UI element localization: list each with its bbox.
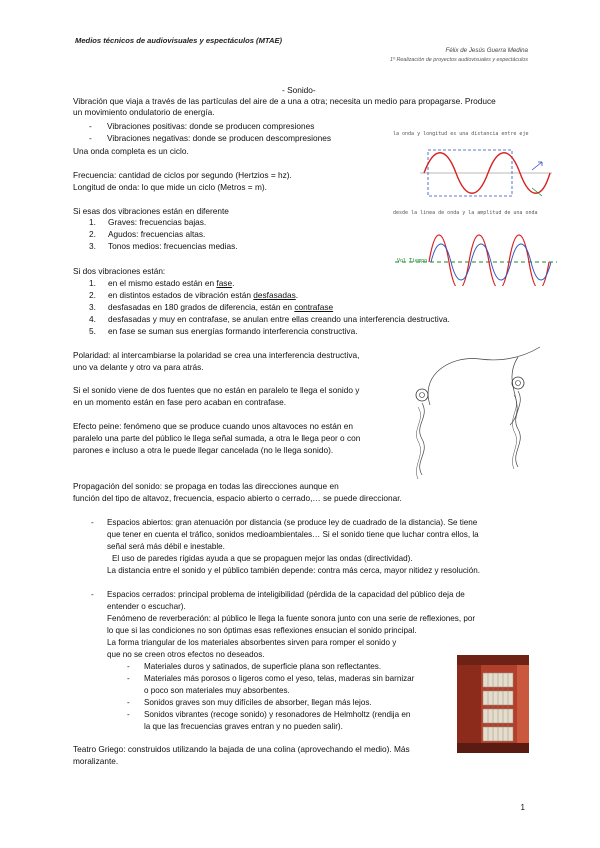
open-spaces-text: La distancia entre el sonido y el público también depende: contra más cerca, mayor nitidez y resolución. xyxy=(107,566,480,575)
open-spaces-text: señal será más débil e inestable. xyxy=(107,542,225,551)
list-number: 1. xyxy=(89,217,96,227)
material-item: o poco son materiales muy absorbentes. xyxy=(144,686,290,695)
acoustic-panel-photo xyxy=(457,655,529,753)
propagation-text: Propagación del sonido: se propaga en todas las direcciones aunque en xyxy=(73,481,339,491)
wavelength-text: Longitud de onda: lo que mide un ciclo (Metros = m). xyxy=(73,182,267,192)
section-intro: Si esas dos vibraciones están en diferente xyxy=(73,206,229,216)
speaker-icon xyxy=(512,377,524,389)
term-fase: fase xyxy=(216,278,233,288)
list-item: desfasadas y muy en contrafase, se anulan entre ellas creando una interferencia destructiva. xyxy=(108,314,450,324)
closed-spaces-text: lo que si las condiciones no son óptimas esas reflexiones ensucian el sonido principal. xyxy=(107,626,417,635)
list-item: Graves: frecuencias bajas. xyxy=(108,217,207,227)
list-number: 2. xyxy=(89,290,96,300)
term-contrafase: contrafase xyxy=(294,302,334,312)
list-number: 2. xyxy=(89,229,96,239)
list-number: 1. xyxy=(89,278,96,288)
comb-text: Efecto peine: fenómeno que se produce cuando unos altavoces no están en xyxy=(73,421,353,431)
speaker-icon xyxy=(416,389,428,401)
list-item: en el mismo estado están en fase. xyxy=(108,278,235,288)
closed-spaces-text: que no se creen otros efectos no deseados. xyxy=(107,650,265,659)
list-number: 5. xyxy=(89,326,96,336)
material-item: Sonidos graves son muy difíciles de absorber, llegan más lejos. xyxy=(144,698,372,707)
list-item: Tonos medios: frecuencias medias. xyxy=(108,241,238,251)
list-item: desfasadas en 180 grados de diferencia, están en contrafase xyxy=(108,302,334,312)
list-number: 3. xyxy=(89,241,96,251)
bullet-dash: - xyxy=(127,674,130,683)
author-name: Félix de Jesús Guerra Medina xyxy=(445,47,528,54)
list-item: Vibraciones negativas: donde se producen descompresiones xyxy=(107,133,332,143)
polarity-text: uno va delante y otro va para atrás. xyxy=(73,362,204,372)
bullet-dash: - xyxy=(127,662,130,671)
sources-text: Si el sonido viene de dos fuentes que no están en paralelo te llega el sonido y xyxy=(73,385,360,395)
course-subtitle: 1º Realización de proyectos audiovisuales y espectáculos xyxy=(389,57,528,63)
material-item: Materiales duros y satinados, de superficie plana son reflectantes. xyxy=(144,662,382,671)
sources-text: en un momento están en fase pero acaban en contrafase. xyxy=(73,397,287,407)
open-spaces-text: que tener en cuenta el tráfico, sonidos medioambientales… Si el sonido tiene que luchar contra ellos, la xyxy=(107,530,479,539)
bullet-dash: - xyxy=(91,518,94,527)
intro-line: un movimiento ondulatorio de energía. xyxy=(73,107,215,117)
polarity-text: Polaridad: al intercambiarse la polaridad se crea una interferencia destructiva, xyxy=(73,350,360,360)
photo-ceiling xyxy=(457,655,529,665)
material-item: Materiales más porosos o ligeros como el yeso, telas, maderas sin barnizar xyxy=(144,674,415,683)
section-intro: Si dos vibraciones están: xyxy=(73,266,166,276)
greek-theatre-text: Teatro Griego: construidos utilizando la bajada de una colina (aprovechando el medio). Más xyxy=(73,744,410,754)
comb-text: parones e incluso a otra le puede llegar cancelada (no le llega sonido). xyxy=(73,445,334,455)
open-spaces-text: El uso de paredes rígidas ayuda a que se propaguen mejor las ondas (directividad). xyxy=(112,554,413,563)
closed-spaces-text: entender o escuchar). xyxy=(107,602,186,611)
speaker-icon xyxy=(420,393,425,398)
bullet-dash: - xyxy=(89,133,92,143)
axis-label: Vol Tiempo xyxy=(397,258,428,264)
bullet-dash: - xyxy=(127,698,130,707)
list-number: 4. xyxy=(89,314,96,324)
closed-spaces-text: La forma triangular de los materiales absorbentes sirven para romper el sonido y xyxy=(107,638,397,647)
open-spaces-text: Espacios abiertos: gran atenuación por distancia (se produce ley de cuadrado de la distancia). Se tiene xyxy=(107,518,478,527)
material-item: Sonidos vibrantes (recoge sonido) y resonadores de Helmholtz (rendija en xyxy=(144,710,411,719)
amplitude-diagram xyxy=(395,220,560,286)
comb-text: paralelo una parte del público le llega señal sumada, a otra le llega peor o con xyxy=(73,433,361,443)
list-item: Vibraciones positivas: donde se producen compresiones xyxy=(107,121,315,131)
intro-line: Vibración que viaja a través de las partículas del aire de a una a otra; necesita un medio para propagarse. Produce xyxy=(73,96,496,106)
page-number: 1 xyxy=(520,803,525,812)
bullet-dash: - xyxy=(89,121,92,131)
speaker-icon xyxy=(516,381,521,386)
sketch-line xyxy=(428,347,540,405)
photo-wall xyxy=(517,655,529,753)
speaker-sketch xyxy=(400,345,550,485)
frequency-text: Frecuencia: cantidad de ciclos por segundo (Hertzios = hz). xyxy=(73,170,292,180)
cycle-text: Una onda completa es un ciclo. xyxy=(73,146,189,156)
wave-caption: la onda y longitud es una distancia entre eje xyxy=(393,131,529,137)
photo-wall xyxy=(457,655,481,753)
list-item: en fase se suman sus energías formando interferencia constructiva. xyxy=(108,326,358,336)
arrow-icon xyxy=(532,162,542,170)
material-item: la que las frecuencias graves entran y no pueden salir). xyxy=(144,722,343,731)
propagation-text: función del tipo de altavoz, frecuencia, espacio abierto o cerrado,… se puede direccionar. xyxy=(73,493,402,503)
term-desfasadas: desfasadas xyxy=(253,290,296,300)
course-title: Medios técnicos de audiovisuales y espectáculos (MTAE) xyxy=(75,36,283,45)
closed-spaces-text: Fenómeno de reverberación: al público le llega la fuente sonora junto con una serie de reflexiones, por xyxy=(107,614,476,623)
photo-floor xyxy=(457,743,529,753)
wavelength-diagram xyxy=(420,142,560,204)
wave-caption: desde la linea de onda y la amplitud de una onda xyxy=(393,210,538,216)
list-number: 3. xyxy=(89,302,96,312)
page-title: - Sonido- xyxy=(282,85,316,95)
list-item: en distintos estados de vibración están desfasadas. xyxy=(108,290,299,300)
list-item: Agudos: frecuencias altas. xyxy=(108,229,206,239)
bullet-dash: - xyxy=(91,590,94,599)
greek-theatre-text: moralizante. xyxy=(73,756,119,766)
bullet-dash: - xyxy=(127,710,130,719)
closed-spaces-text: Espacios cerrados: principal problema de inteligibilidad (pérdida de la capacidad del público deja de xyxy=(107,590,465,599)
